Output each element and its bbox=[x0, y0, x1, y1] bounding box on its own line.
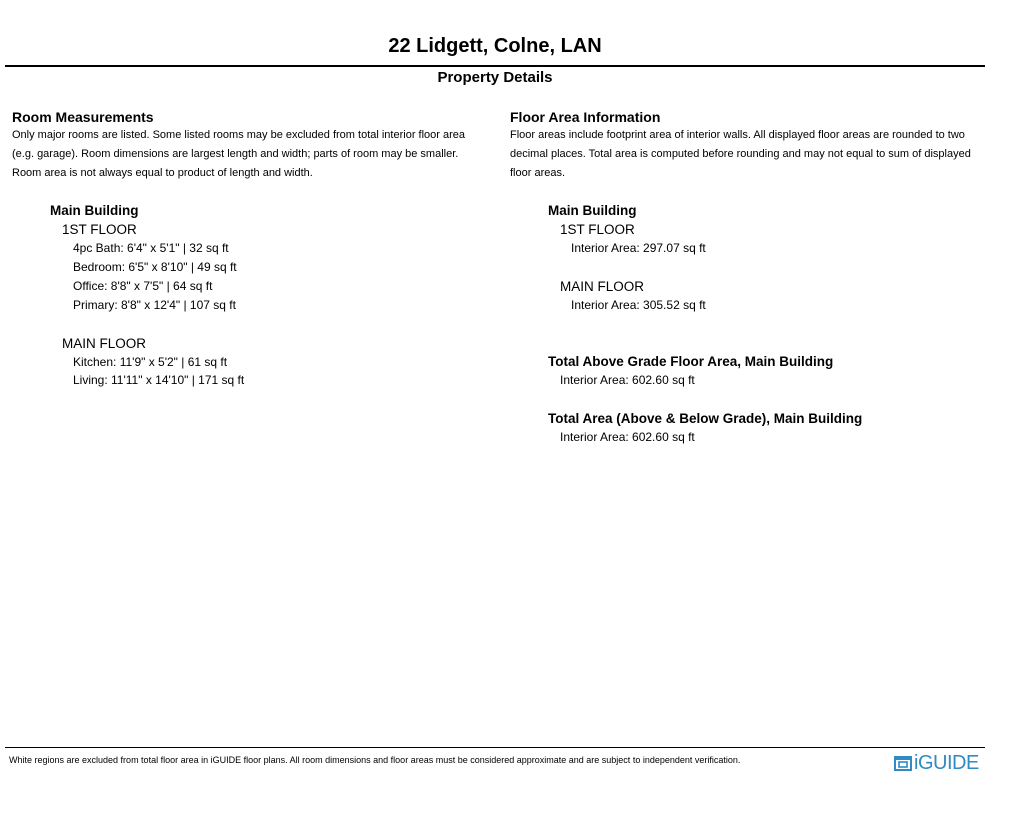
page-subtitle: Property Details bbox=[437, 69, 553, 86]
room-measurements-heading: Room Measurements bbox=[12, 109, 154, 125]
floor-area-intro-line: decimal places. Total area is computed before rounding and may not equal to sum of displayed bbox=[510, 148, 971, 160]
room-entry: Primary: 8'8" x 12'4" | 107 sq ft bbox=[73, 298, 236, 312]
room-measurements-intro-line: (e.g. garage). Room dimensions are largest length and width; parts of room may be smaller. bbox=[12, 148, 459, 160]
floor-area-intro-line: floor areas. bbox=[510, 167, 566, 179]
room-entry: 4pc Bath: 6'4" x 5'1" | 32 sq ft bbox=[73, 241, 229, 255]
area-floor-heading: MAIN FLOOR bbox=[560, 279, 645, 294]
iguide-logo-text: iGUIDE bbox=[914, 751, 979, 774]
room-measurements-section bbox=[12, 108, 487, 183]
room-measurements-intro-line: Room area is not always equal to product of length and width. bbox=[12, 167, 313, 179]
title-divider bbox=[5, 65, 985, 67]
iguide-logo bbox=[894, 751, 979, 775]
floor-area-intro-line: Floor areas include footprint area of interior walls. All displayed floor areas are rounded to two bbox=[510, 129, 965, 141]
total-above-grade-area: Interior Area: 602.60 sq ft bbox=[560, 373, 695, 387]
total-area-value: Interior Area: 602.60 sq ft bbox=[560, 430, 695, 444]
area-floor-heading: 1ST FLOOR bbox=[560, 222, 635, 237]
room-floor-heading: 1ST FLOOR bbox=[62, 222, 137, 237]
floor-area-heading: Floor Area Information bbox=[510, 109, 661, 125]
room-entry: Kitchen: 11'9" x 5'2" | 61 sq ft bbox=[73, 355, 228, 369]
floor-area-section bbox=[510, 108, 990, 183]
area-entry: Interior Area: 297.07 sq ft bbox=[571, 241, 706, 255]
room-entry: Office: 8'8" x 7'5" | 64 sq ft bbox=[73, 279, 213, 293]
footer-divider bbox=[5, 747, 985, 748]
footer-note: White regions are excluded from total floor area in iGUIDE floor plans. All room dimensions and floor areas must be considered approximate and are subject to independent verification. bbox=[9, 755, 741, 765]
total-area-heading: Total Area (Above & Below Grade), Main Building bbox=[548, 411, 863, 426]
room-entry: Bedroom: 6'5" x 8'10" | 49 sq ft bbox=[73, 260, 237, 274]
room-measurements-intro-line: Only major rooms are listed. Some listed rooms may be excluded from total interior floor area bbox=[12, 129, 466, 141]
total-above-grade-heading: Total Above Grade Floor Area, Main Building bbox=[548, 354, 834, 369]
room-floor-heading: MAIN FLOOR bbox=[62, 336, 147, 351]
room-building-heading: Main Building bbox=[50, 203, 139, 218]
page-title: 22 Lidgett, Colne, LAN bbox=[388, 35, 602, 57]
area-building-heading: Main Building bbox=[548, 203, 637, 218]
area-entry: Interior Area: 305.52 sq ft bbox=[571, 298, 706, 312]
room-entry: Living: 11'11" x 14'10" | 171 sq ft bbox=[73, 373, 245, 387]
iguide-logo-icon bbox=[894, 754, 912, 772]
